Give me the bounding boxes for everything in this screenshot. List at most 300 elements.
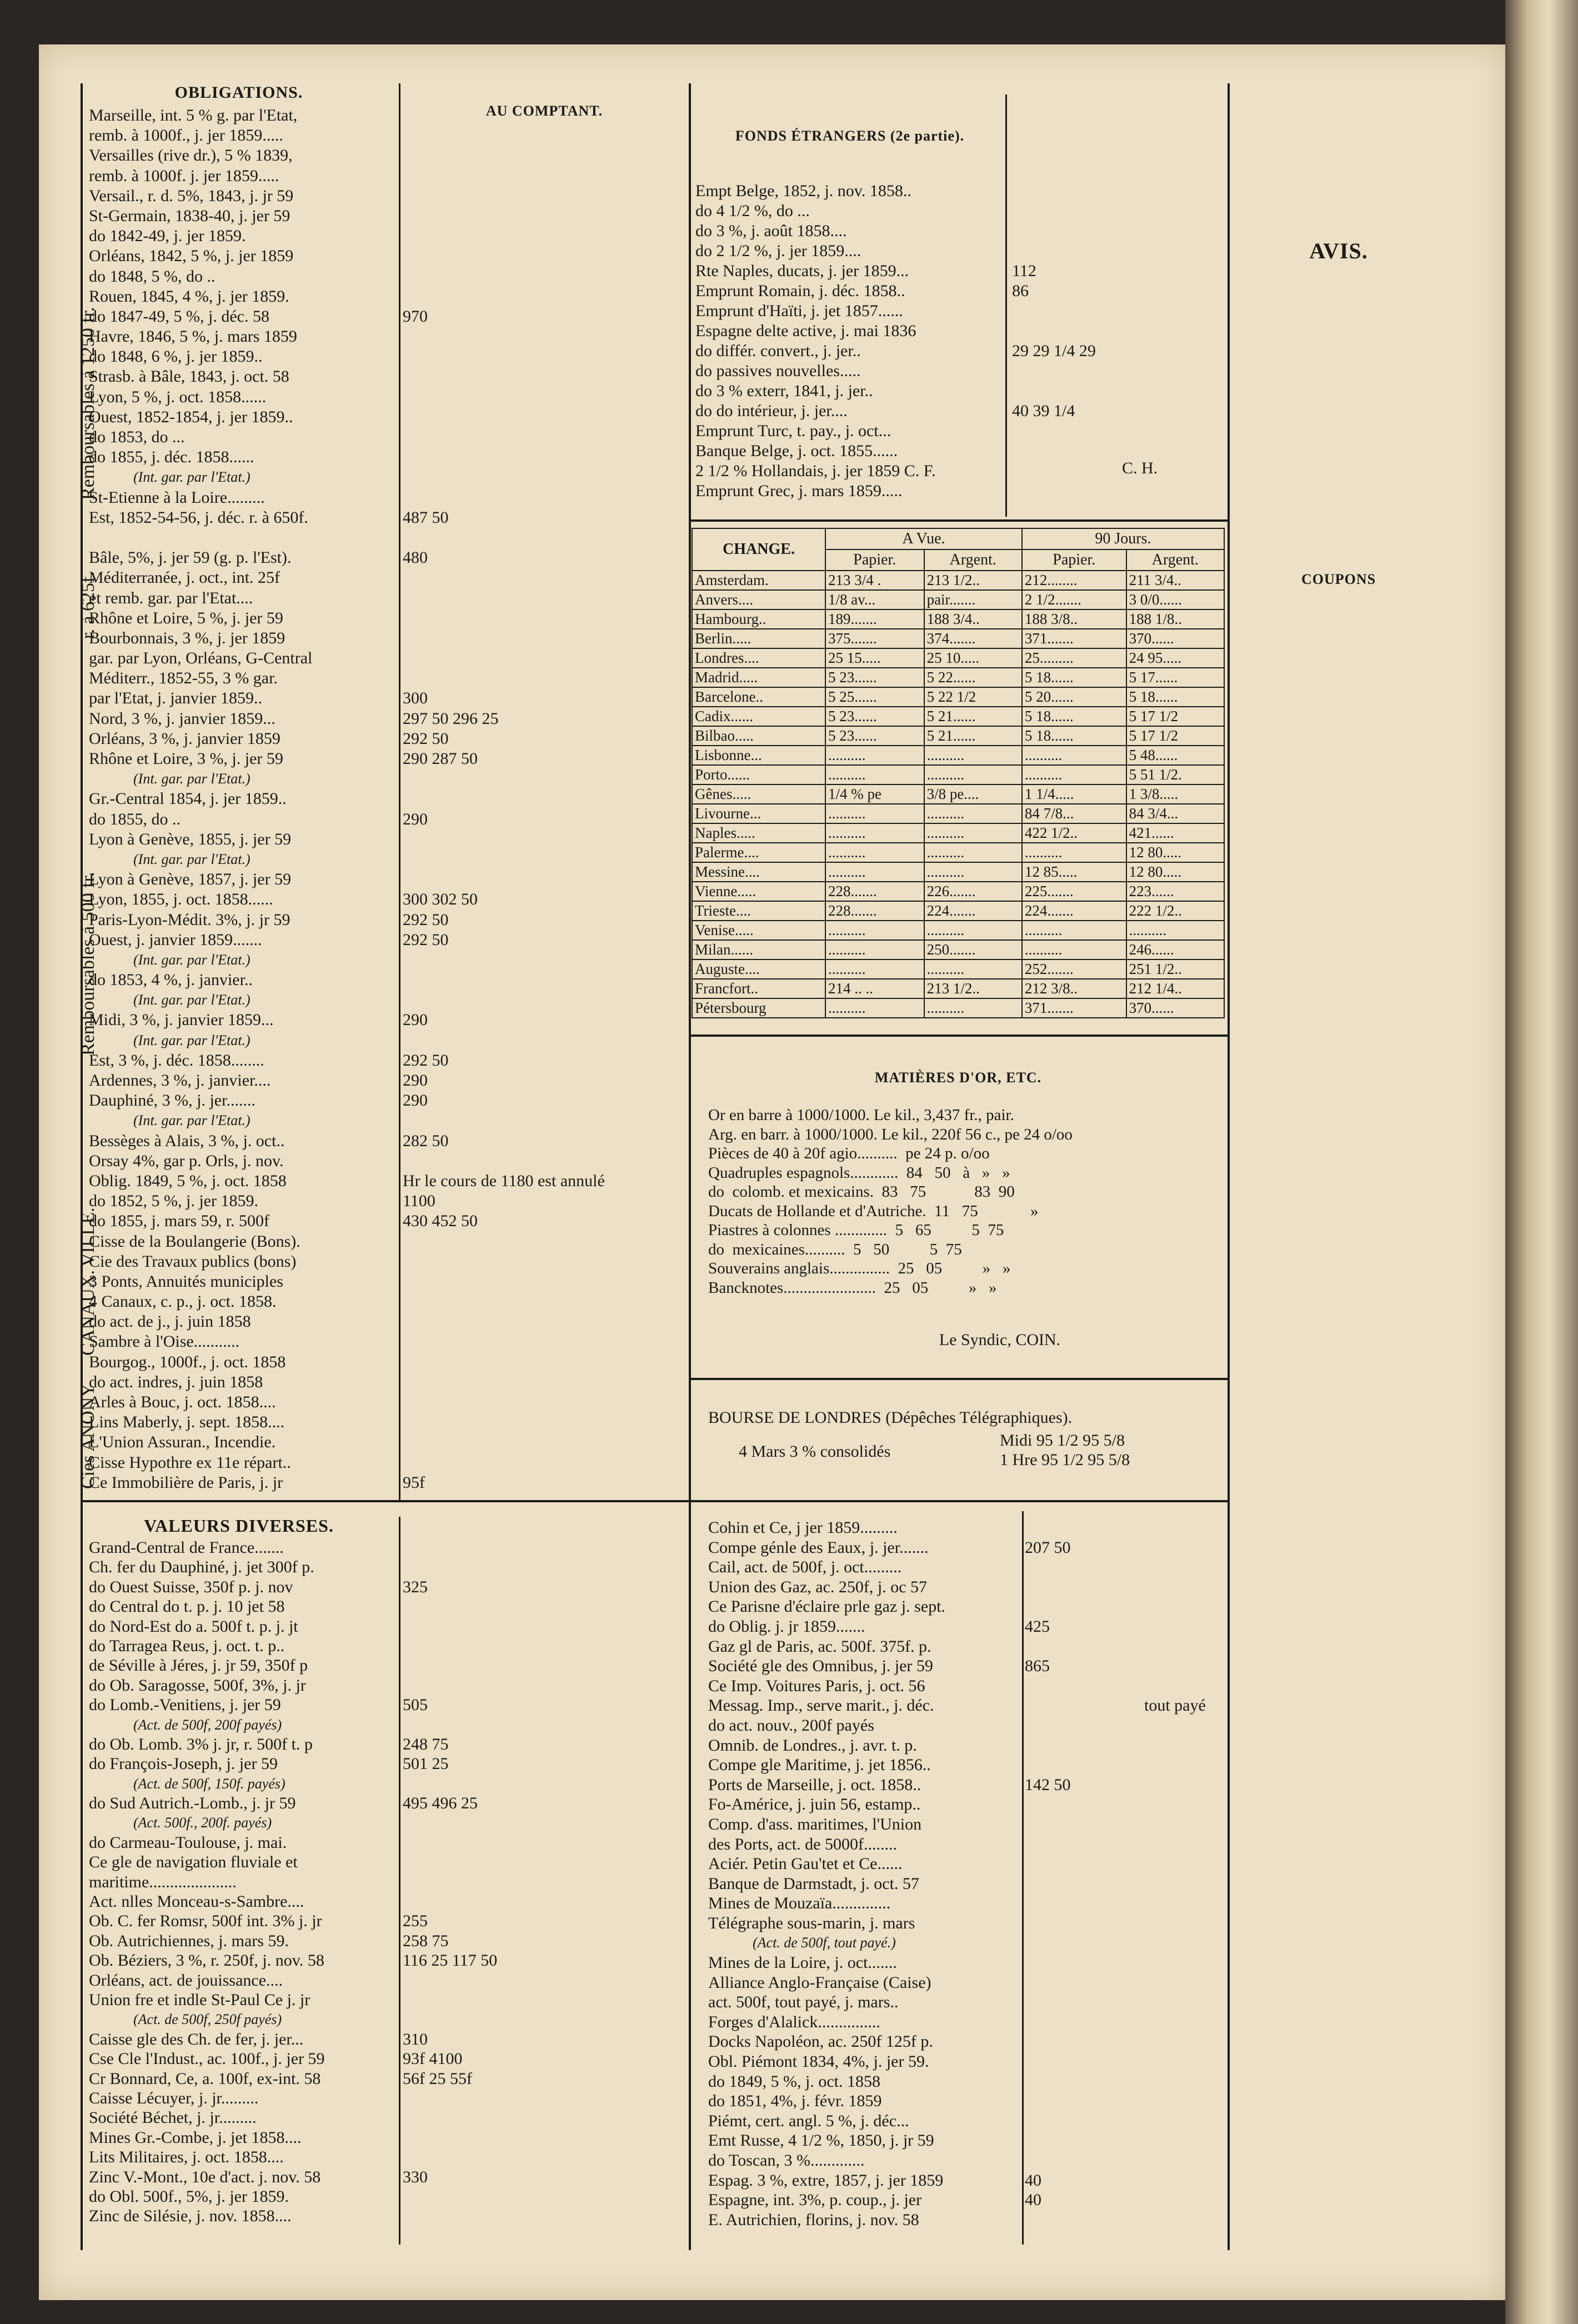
valeurs-row bbox=[89, 2069, 686, 2088]
obligations-row bbox=[89, 246, 686, 266]
obligations-row bbox=[89, 568, 686, 588]
valeurs-row bbox=[89, 1754, 686, 1773]
change-vue-papier: Papier. bbox=[825, 549, 924, 571]
divers-label: Mines de Mouzaïa.............. bbox=[708, 1894, 891, 1913]
valeurs-row bbox=[89, 2147, 686, 2167]
divers-label: Docks Napoléon, ac. 250f 125f p. bbox=[708, 2032, 933, 2051]
fonds_etrangers-label: do 4 1/2 %, do ... bbox=[695, 202, 810, 220]
valeurs-row bbox=[89, 1911, 686, 1931]
change-cell-ja: 5 48...... bbox=[1126, 746, 1224, 765]
change-cell-va: 250....... bbox=[924, 940, 1022, 959]
divers-row bbox=[708, 1597, 1228, 1617]
obligations-row bbox=[89, 930, 686, 950]
obligations-row bbox=[89, 1412, 686, 1432]
divers-row bbox=[708, 1577, 1228, 1597]
divers-label: Ce Parisne d'éclaire prle gaz j. sept. bbox=[708, 1597, 945, 1616]
fonds_etrangers-row bbox=[695, 461, 1223, 481]
fonds_etrangers-label: Rte Naples, ducats, j. jer 1859... bbox=[695, 262, 909, 280]
obligations-row bbox=[89, 1010, 686, 1030]
change-cell-jp: 188 3/8.. bbox=[1022, 609, 1126, 629]
book-binding bbox=[1505, 0, 1578, 2324]
obligations-row bbox=[89, 488, 686, 508]
obligations-row bbox=[89, 829, 686, 849]
obligations-row bbox=[89, 1171, 686, 1191]
valeurs-value: 255 bbox=[403, 1912, 428, 1931]
valeurs-row bbox=[89, 1931, 686, 1951]
obligations-row bbox=[89, 668, 686, 688]
fonds_etrangers-row bbox=[695, 421, 1223, 441]
obligations-label: Rouen, 1845, 4 %, j. jer 1859. bbox=[89, 287, 289, 306]
divers-row bbox=[708, 2111, 1228, 2131]
matieres-row: Quadruples espagnols............ 84 50 à » » bbox=[708, 1163, 1010, 1182]
valeurs-label: (Act. de 500f, 200f payés) bbox=[133, 1716, 282, 1733]
obligations-label: Midi, 3 %, j. janvier 1859... bbox=[89, 1011, 274, 1029]
valeurs-row bbox=[89, 1656, 686, 1675]
obligations-row bbox=[89, 387, 686, 407]
valeurs-label: Ob. C. fer Romsr, 500f int. 3% j. jr bbox=[89, 1912, 322, 1931]
obligations-row bbox=[89, 1292, 686, 1312]
obligations-label: Bourgog., 1000f., j. oct. 1858 bbox=[89, 1352, 286, 1371]
divers-row bbox=[708, 2052, 1228, 2072]
change-cell-ja: 5 51 1/2. bbox=[1126, 765, 1224, 784]
obligations-row bbox=[89, 1131, 686, 1151]
change-cell-ja: 370...... bbox=[1126, 629, 1224, 648]
obligations-list bbox=[89, 106, 686, 1495]
change-cell-va: .......... bbox=[924, 765, 1022, 784]
rule-londres-bottom bbox=[689, 1500, 1228, 1502]
valeurs-row bbox=[89, 1597, 686, 1616]
obligations-value: 300 bbox=[403, 689, 428, 708]
obligations-row bbox=[89, 126, 686, 146]
valeurs-label: do Central do t. p. j. 10 jet 58 bbox=[89, 1597, 285, 1616]
syndic-signature: Le Syndic, COIN. bbox=[939, 1331, 1061, 1349]
divers-label: E. Autrichien, florins, j. nov. 58 bbox=[708, 2210, 919, 2229]
obligations-label: Strasb. à Bâle, 1843, j. oct. 58 bbox=[89, 367, 289, 386]
valeurs-label: do Sud Autrich.-Lomb., j. jr 59 bbox=[89, 1794, 296, 1813]
change-cell-jp: 25......... bbox=[1022, 648, 1126, 668]
obligations-value: 95f bbox=[403, 1473, 425, 1492]
valeurs-value: 310 bbox=[403, 2030, 428, 2048]
valeurs-row bbox=[89, 2049, 686, 2068]
obligations-label: do 1855, j. mars 59, r. 500f bbox=[89, 1212, 269, 1231]
divers-label: Aciér. Petin Gau'tet et Ce...... bbox=[708, 1855, 903, 1873]
valeurs-row bbox=[89, 1676, 686, 1695]
change-cell-jp: .......... bbox=[1022, 921, 1126, 940]
change-cell-va: 213 1/2.. bbox=[924, 979, 1022, 998]
valeurs-row bbox=[89, 2206, 686, 2226]
valeurs-label: do Carmeau-Toulouse, j. mai. bbox=[89, 1833, 287, 1852]
fonds_etrangers-row bbox=[695, 221, 1223, 241]
obligations-label: Versailles (rive dr.), 5 % 1839, bbox=[89, 146, 293, 165]
obligations-row bbox=[89, 809, 686, 829]
valeurs-label: do Obl. 500f., 5%, j. jer 1859. bbox=[89, 2187, 289, 2206]
change-row bbox=[692, 746, 1224, 765]
obligations-label: Bessèges à Alais, 3 %, j. oct.. bbox=[89, 1131, 285, 1150]
change-cell-vp: .......... bbox=[825, 804, 924, 823]
change-cell-city: Trieste.... bbox=[692, 901, 825, 921]
divers-row bbox=[708, 2131, 1228, 2151]
fonds_etrangers-row bbox=[695, 281, 1223, 301]
header-valeurs-diverses: VALEURS DIVERSES. bbox=[144, 1516, 334, 1536]
obligations-row bbox=[89, 267, 686, 287]
divers-row bbox=[708, 2012, 1228, 2032]
change-cell-jp: .......... bbox=[1022, 746, 1126, 765]
change-row bbox=[692, 726, 1224, 746]
divers-label: Compe gle Maritime, j. jet 1856.. bbox=[708, 1756, 931, 1775]
obligations-row bbox=[89, 407, 686, 427]
change-table bbox=[692, 528, 1225, 1018]
fonds_etrangers-row bbox=[695, 321, 1223, 341]
change-cell-va: 25 10..... bbox=[924, 648, 1022, 668]
change-cell-jp: 5 18...... bbox=[1022, 668, 1126, 687]
divers-label: Compe génle des Eaux, j. jer....... bbox=[708, 1538, 929, 1557]
valeurs-row bbox=[89, 1951, 686, 1970]
fonds_etrangers-label: Emprunt Turc, t. pay., j. oct... bbox=[695, 422, 891, 440]
fonds_etrangers-label: Banque Belge, j. oct. 1855...... bbox=[695, 442, 898, 460]
obligations-label: Méditerranée, j. oct., int. 25f bbox=[89, 568, 280, 587]
obligations-label: gar. par Lyon, Orléans, G-Central bbox=[89, 649, 313, 668]
divers-value: 142 50 bbox=[1025, 1775, 1071, 1794]
obligations-label: do 1842-49, j. jer 1859. bbox=[89, 227, 246, 246]
obligations-row bbox=[89, 910, 686, 930]
change-cell-ja: 188 1/8.. bbox=[1126, 609, 1224, 629]
valeurs-row bbox=[89, 1971, 686, 1990]
valeurs-label: Ch. fer du Dauphiné, j. jet 300f p. bbox=[89, 1558, 314, 1577]
change-cell-ja: 211 3/4.. bbox=[1126, 571, 1224, 590]
obligations-row bbox=[89, 1453, 686, 1473]
valeurs-label: Caisse gle des Ch. de fer, j. jer... bbox=[89, 2030, 304, 2048]
divers-label: do Toscan, 3 %............. bbox=[708, 2151, 865, 2170]
obligations-value: 480 bbox=[403, 548, 428, 567]
divers-row bbox=[708, 2171, 1228, 2191]
change-cell-va: .......... bbox=[924, 862, 1022, 882]
change-cell-jp: 2 1/2....... bbox=[1022, 590, 1126, 609]
valeurs-row bbox=[89, 1990, 686, 2010]
divers-row bbox=[708, 2032, 1228, 2052]
valeurs-label: Ob. Béziers, 3 %, r. 250f, j. nov. 58 bbox=[89, 1951, 324, 1970]
change-cell-city: Pétersbourg bbox=[692, 998, 825, 1018]
valeurs-label: Mines Gr.-Combe, j. jet 1858.... bbox=[89, 2128, 302, 2147]
change-cell-city: Auguste.... bbox=[692, 959, 825, 979]
valeurs-label: Société Béchet, j. jr......... bbox=[89, 2108, 257, 2127]
divers-row bbox=[708, 1933, 1228, 1953]
change-cell-city: Lisbonne... bbox=[692, 746, 825, 765]
obligations-label: Cie des Travaux publics (bons) bbox=[89, 1252, 297, 1271]
fonds_etrangers-label: do différ. convert., j. jer.. bbox=[695, 342, 861, 360]
obligations-row bbox=[89, 1091, 686, 1111]
valeurs-label: (Act. 500f., 200f. payés) bbox=[133, 1815, 272, 1831]
change-cell-va: 5 22...... bbox=[924, 668, 1022, 687]
change-cell-vp: .......... bbox=[825, 823, 924, 843]
divers-label: Banque de Darmstadt, j. oct. 57 bbox=[708, 1874, 919, 1893]
change-cell-vp: .......... bbox=[825, 998, 924, 1018]
obligations-value: 1100 bbox=[403, 1192, 435, 1211]
obligations-label: (Int. gar. par l'Etat.) bbox=[133, 469, 251, 486]
obligations-row bbox=[89, 508, 686, 528]
obligations-value: 290 bbox=[403, 1071, 428, 1089]
change-cell-jp: 1 1/4..... bbox=[1022, 784, 1126, 804]
divers-label: Espag. 3 %, extre, 1857, j. jer 1859 bbox=[708, 2171, 944, 2190]
divers-label: Espagne, int. 3%, p. coup., j. jer bbox=[708, 2191, 922, 2210]
obligations-row bbox=[89, 1232, 686, 1252]
fonds_etrangers-row bbox=[695, 301, 1223, 321]
valeurs-value: 56f 25 55f bbox=[403, 2069, 472, 2088]
change-cell-jp: 371....... bbox=[1022, 998, 1126, 1018]
header-obligations: OBLIGATIONS. bbox=[174, 83, 303, 102]
change-row bbox=[692, 804, 1224, 823]
side-label-ville: VILLE. bbox=[78, 1207, 98, 1267]
valeurs-label: do Ouest Suisse, 350f p. j. nov bbox=[89, 1577, 293, 1596]
fonds_etrangers-row bbox=[695, 401, 1223, 421]
valeurs-label: Act. nlles Monceau-s-Sambre.... bbox=[89, 1892, 304, 1911]
change-cell-vp: 5 23...... bbox=[825, 726, 924, 746]
obligations-row bbox=[89, 869, 686, 889]
divers-label: Comp. d'ass. maritimes, l'Union bbox=[708, 1815, 922, 1833]
obligations-label: (Int. gar. par l'Etat.) bbox=[133, 992, 251, 1008]
divers-row bbox=[708, 1775, 1228, 1795]
change-cell-va: .......... bbox=[924, 746, 1022, 765]
obligations-row bbox=[89, 1191, 686, 1211]
divers-row bbox=[708, 1637, 1228, 1657]
obligations-label: Bâle, 5%, j. jer 59 (g. p. l'Est). bbox=[89, 548, 292, 567]
valeurs-label: do Nord-Est do a. 500f t. p. j. jt bbox=[89, 1617, 298, 1636]
valeurs-diverses-list bbox=[89, 1538, 686, 2243]
obligations-value: 290 bbox=[403, 809, 428, 828]
obligations-row bbox=[89, 588, 686, 608]
divers-label: des Ports, act. de 5000f........ bbox=[708, 1835, 897, 1853]
fonds_etrangers-label: do 2 1/2 %, j. jer 1859.... bbox=[695, 242, 861, 260]
obligations-value: 292 50 bbox=[403, 930, 449, 949]
bourse-londres-1h: 1 Hre 95 1/2 95 5/8 bbox=[1000, 1451, 1130, 1469]
fonds_etrangers-label: 2 1/2 % Hollandais, j. jer 1859 C. F. bbox=[695, 462, 936, 480]
matieres-row: Pièces de 40 à 20f agio.......... pe 24 p. o/oo bbox=[708, 1144, 990, 1162]
obligations-row bbox=[89, 347, 686, 367]
divers-row bbox=[708, 1557, 1228, 1577]
obligations-label: 4 Canaux, c. p., j. oct. 1858. bbox=[89, 1292, 277, 1311]
change-row bbox=[692, 998, 1224, 1018]
valeurs-row bbox=[89, 2167, 686, 2187]
change-cell-ja: 5 17 1/2 bbox=[1126, 707, 1224, 726]
obligations-row bbox=[89, 970, 686, 990]
obligations-row bbox=[89, 186, 686, 206]
obligations-row bbox=[89, 749, 686, 769]
fonds_etrangers-row bbox=[695, 441, 1223, 461]
valeurs-label: Cr Bonnard, Ce, a. 100f, ex-int. 58 bbox=[89, 2069, 321, 2088]
obligations-label: Cisse de la Boulangerie (Bons). bbox=[89, 1232, 300, 1251]
valeurs-value: 248 75 bbox=[403, 1735, 449, 1753]
divers-row bbox=[708, 1854, 1228, 1874]
change-cell-vp: 214 .. .. bbox=[825, 979, 924, 998]
divers-label: Ce Imp. Voitures Paris, j. oct. 56 bbox=[708, 1676, 925, 1695]
divers-row bbox=[708, 2151, 1228, 2171]
obligations-label: Cisse Hypothre ex 11e répart.. bbox=[89, 1453, 291, 1472]
change-cell-city: Cadix...... bbox=[692, 707, 825, 726]
divers-value: 40 bbox=[1025, 2191, 1041, 2210]
change-cell-city: Naples..... bbox=[692, 823, 825, 843]
side-label-1250: Remboursables à 1250 fr. bbox=[78, 307, 98, 500]
obligations-label: Est, 3 %, j. déc. 1858........ bbox=[89, 1051, 264, 1069]
obligations-row bbox=[89, 628, 686, 648]
change-cell-vp: .......... bbox=[825, 959, 924, 979]
side-label-canony: Cies ANONY bbox=[78, 1383, 98, 1489]
change-cell-jp: 371....... bbox=[1022, 629, 1126, 648]
valeurs-row bbox=[89, 2187, 686, 2206]
matieres-row: Piastres à colonnes ............. 5 65 5 75 bbox=[708, 1221, 1004, 1239]
obligations-label: Orléans, 1842, 5 %, j. jer 1859 bbox=[89, 247, 294, 266]
change-row bbox=[692, 687, 1224, 707]
obligations-label: Lyon à Genève, 1855, j. jer 59 bbox=[89, 829, 292, 848]
matieres-row: Arg. en barr. à 1000/1000. Le kil., 220f 56 c., pe 24 o/oo bbox=[708, 1125, 1073, 1143]
obligations-label: L'Union Assuran., Incendie. bbox=[89, 1433, 276, 1452]
obligations-row bbox=[89, 1151, 686, 1171]
change-a-vue: A Vue. bbox=[825, 528, 1022, 549]
change-cell-city: Madrid..... bbox=[692, 668, 825, 687]
divers-label: do 1849, 5 %, j. oct. 1858 bbox=[708, 2072, 880, 2091]
valeurs-label: Caisse Lécuyer, j. jr......... bbox=[89, 2088, 259, 2107]
obligations-label: do act. de j., j. juin 1858 bbox=[89, 1312, 251, 1331]
divers-label: do act. nouv., 200f payés bbox=[708, 1716, 874, 1735]
obligations-label: et remb. gar. par l'Etat.... bbox=[89, 588, 253, 607]
divers-row bbox=[708, 1874, 1228, 1894]
change-cell-city: Gênes..... bbox=[692, 784, 825, 804]
change-title: CHANGE. bbox=[692, 528, 825, 571]
obligations-row bbox=[89, 950, 686, 970]
change-cell-ja: 1 3/8..... bbox=[1126, 784, 1224, 804]
change-cell-jp: .......... bbox=[1022, 843, 1126, 862]
valeurs-value: 501 25 bbox=[403, 1755, 449, 1773]
bourse-londres-midi: Midi 95 1/2 95 5/8 bbox=[1000, 1431, 1125, 1450]
valeurs-label: de Séville à Jéres, j. jr 59, 350f p bbox=[89, 1656, 308, 1675]
obligations-label: Ouest, 1852-1854, j. jer 1859.. bbox=[89, 407, 293, 426]
divers-label: Obl. Piémont 1834, 4%, j. jer 59. bbox=[708, 2052, 929, 2071]
fonds_etrangers-label: do passives nouvelles..... bbox=[695, 362, 861, 380]
obligations-label: do 1853, do ... bbox=[89, 428, 185, 446]
valeurs-label: do Lomb.-Venitiens, j. jer 59 bbox=[89, 1696, 281, 1715]
change-row bbox=[692, 940, 1224, 959]
obligations-label: Est, 1852-54-56, j. déc. r. à 650f. bbox=[89, 508, 308, 527]
obligations-row bbox=[89, 688, 686, 708]
bourse-londres-title: BOURSE DE LONDRES (Dépêches Télégraphiques). bbox=[708, 1408, 1073, 1427]
valeurs-row bbox=[89, 1538, 686, 1557]
obligations-value: 487 50 bbox=[403, 508, 449, 527]
obligations-row bbox=[89, 146, 686, 166]
change-cell-ja: 370...... bbox=[1126, 998, 1224, 1018]
obligations-label: Versail., r. d. 5%, 1843, j. jr 59 bbox=[89, 186, 294, 205]
change-90-argent: Argent. bbox=[1126, 549, 1224, 571]
divers-row bbox=[708, 1992, 1228, 2012]
change-cell-va: .......... bbox=[924, 823, 1022, 843]
obligations-row bbox=[89, 1432, 686, 1452]
change-cell-vp: .......... bbox=[825, 746, 924, 765]
change-row bbox=[692, 707, 1224, 726]
rule-col-mid bbox=[689, 83, 691, 2250]
side-label-500: Remboursables à 500 fr. bbox=[78, 872, 98, 1056]
change-cell-ja: 5 17 1/2 bbox=[1126, 726, 1224, 746]
obligations-label: Dauphiné, 3 %, j. jer....... bbox=[89, 1091, 256, 1110]
divers-label: Gaz gl de Paris, ac. 500f. 375f. p. bbox=[708, 1637, 931, 1656]
obligations-row bbox=[89, 226, 686, 246]
valeurs-row bbox=[89, 1636, 686, 1656]
fonds_etrangers-label: Emprunt d'Haïti, j. jet 1857...... bbox=[695, 302, 903, 320]
obligations-value: 292 50 bbox=[403, 729, 449, 748]
obligations-label: do 1852, 5 %, j. jer 1859. bbox=[89, 1192, 258, 1211]
header-fonds-etrangers: FONDS ÉTRANGERS (2e partie). bbox=[735, 128, 965, 144]
valeurs-row bbox=[89, 1793, 686, 1813]
obligations-row bbox=[89, 467, 686, 487]
obligations-label: (Int. gar. par l'Etat.) bbox=[133, 851, 251, 867]
obligations-row bbox=[89, 1352, 686, 1372]
obligations-label: do 1855, j. déc. 1858...... bbox=[89, 448, 254, 467]
valeurs-row bbox=[89, 2010, 686, 2029]
change-cell-vp: 189....... bbox=[825, 609, 924, 629]
obligations-row bbox=[89, 447, 686, 467]
side-label-625: r. à 625f. bbox=[78, 572, 98, 639]
obligations-label: Rhône et Loire, 5 %, j. jer 59 bbox=[89, 608, 283, 627]
divers-label: Société gle des Omnibus, j. jer 59 bbox=[708, 1657, 933, 1676]
label-ch: C. H. bbox=[1122, 459, 1158, 477]
bourse-londres-line: 4 Mars 3 % consolidés bbox=[739, 1442, 891, 1461]
obligations-row bbox=[89, 367, 686, 387]
obligations-row bbox=[89, 709, 686, 729]
change-cell-vp: 1/4 % pe bbox=[825, 784, 924, 804]
change-row bbox=[692, 862, 1224, 882]
obligations-row bbox=[89, 206, 686, 226]
divers-row bbox=[708, 1617, 1228, 1637]
fonds_etrangers-row bbox=[695, 361, 1223, 381]
obligations-label: remb. à 1000f. j. jer 1859..... bbox=[89, 166, 279, 185]
change-row bbox=[692, 979, 1224, 998]
divers-row bbox=[708, 1656, 1228, 1676]
valeurs-value: 505 bbox=[403, 1696, 428, 1715]
obligations-row bbox=[89, 427, 686, 447]
obligations-label: Marseille, int. 5 % g. par l'Etat, bbox=[89, 106, 298, 124]
obligations-row bbox=[89, 1473, 686, 1493]
obligations-row bbox=[89, 769, 686, 789]
obligations-row bbox=[89, 327, 686, 347]
change-cell-jp: 422 1/2.. bbox=[1022, 823, 1126, 843]
obligations-value: 430 452 50 bbox=[403, 1212, 478, 1231]
obligations-label: Gr.-Central 1854, j. jer 1859.. bbox=[89, 789, 287, 808]
divers-row bbox=[708, 2091, 1228, 2111]
fonds_etrangers-row bbox=[695, 201, 1223, 221]
valeurs-label: Ce gle de navigation fluviale et bbox=[89, 1853, 298, 1872]
change-cell-ja: 5 18...... bbox=[1126, 687, 1224, 707]
obligations-row bbox=[89, 1312, 686, 1332]
change-cell-vp: 5 23...... bbox=[825, 668, 924, 687]
change-cell-ja: 421...... bbox=[1126, 823, 1224, 843]
change-cell-va: .......... bbox=[924, 804, 1022, 823]
divers-row bbox=[708, 1795, 1228, 1815]
divers-row bbox=[708, 1953, 1228, 1973]
valeurs-label: do Tarragea Reus, j. oct. t. p.. bbox=[89, 1636, 285, 1655]
obligations-label: (Int. gar. par l'Etat.) bbox=[133, 951, 251, 968]
fonds_etrangers-value: 112 bbox=[1012, 262, 1036, 280]
valeurs-row bbox=[89, 1892, 686, 1911]
matieres-row: Bancknotes....................... 25 05 » » bbox=[708, 1278, 997, 1297]
change-cell-va: .......... bbox=[924, 998, 1022, 1018]
obligations-row bbox=[89, 608, 686, 628]
obligations-row bbox=[89, 990, 686, 1010]
divers-row bbox=[708, 1676, 1228, 1696]
obligations-row bbox=[89, 1272, 686, 1292]
obligations-value: 300 302 50 bbox=[403, 890, 478, 909]
valeurs-label: Grand-Central de France....... bbox=[89, 1538, 284, 1557]
obligations-label: remb. à 1000f., j. jer 1859..... bbox=[89, 126, 283, 145]
change-90-papier: Papier. bbox=[1022, 549, 1126, 571]
change-row bbox=[692, 959, 1224, 979]
obligations-label: Rhône et Loire, 3 %, j. jer 59 bbox=[89, 749, 283, 768]
rule-col-right bbox=[1228, 83, 1230, 2250]
